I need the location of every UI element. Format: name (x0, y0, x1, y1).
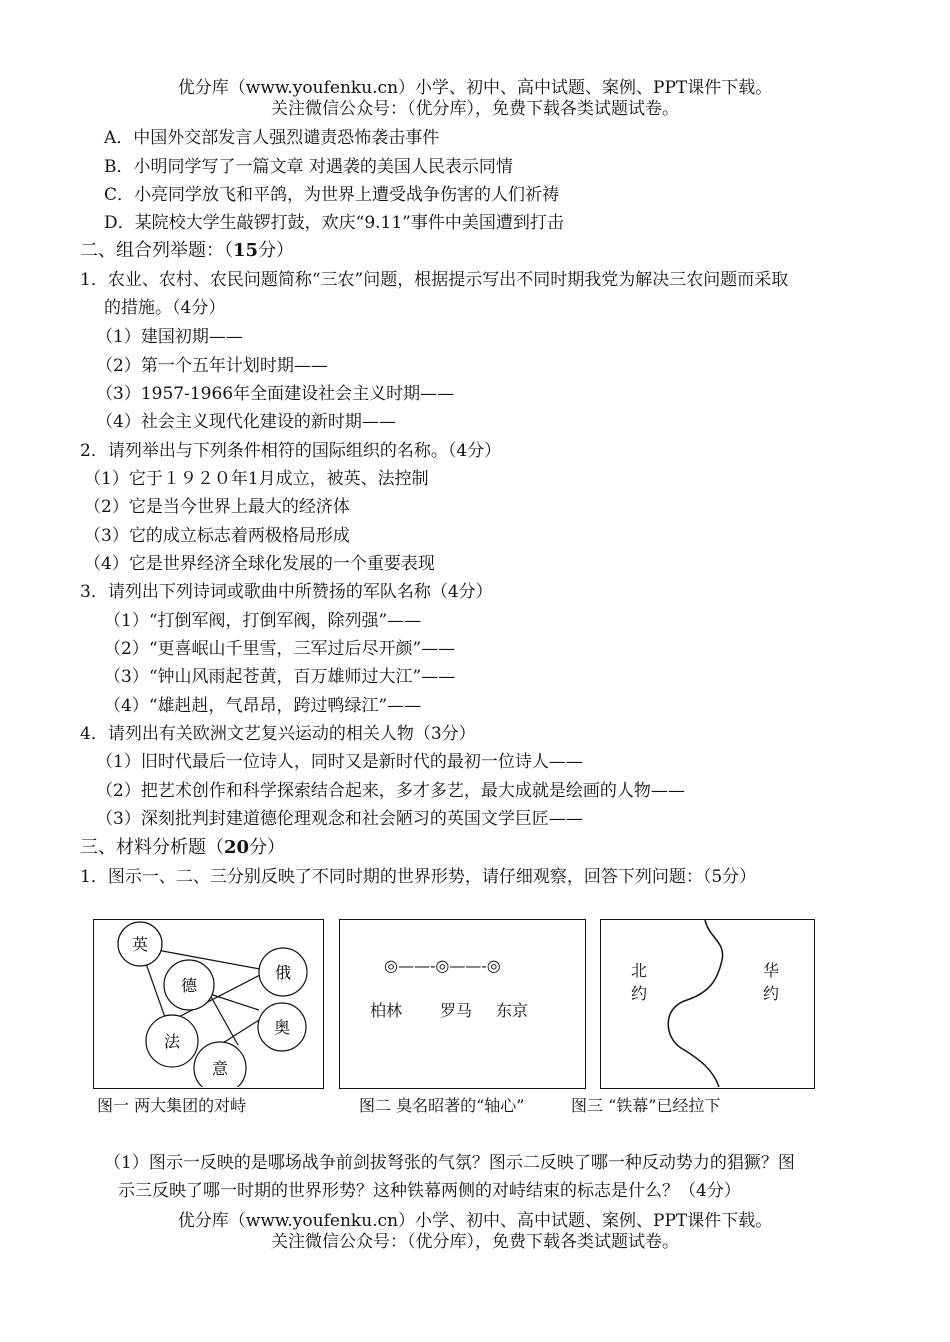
option-b: B．小明同学写了一篇文章 对遇袭的美国人民表示同情 (104, 157, 513, 177)
node-italy-label: 意 (211, 1059, 229, 1078)
q2-item-4: （4）它是世界经济全球化发展的一个重要表现 (84, 554, 435, 574)
q1-item-1: （1）建国初期—— (96, 327, 243, 347)
city-rome: 罗马 (440, 1001, 473, 1020)
city-berlin: 柏林 (370, 1001, 403, 1020)
section-3-q1-stem: 1．图示一、二、三分别反映了不同时期的世界形势，请仔细观察，回答下列问题：（5分） (80, 867, 757, 887)
line-germany-italy (210, 995, 238, 1045)
q2-item-3: （3）它的成立标志着两极格局形成 (84, 526, 350, 546)
figure-1-box (93, 919, 324, 1089)
q1-item-2: （2）第一个五年计划时期—— (96, 356, 328, 376)
q3-stem: 3．请列出下列诗词或歌曲中所赞扬的军队名称（4分） (80, 582, 493, 602)
sub-question-1-line-2: 示三反映了哪一时期的世界形势？这种铁幕两侧的对峙结束的标志是什么？（4分） (118, 1181, 741, 1201)
q4-item-2: （2）把艺术创作和科学探索结合起来，多才多艺，最大成就是绘画的人物—— (96, 781, 685, 801)
warsaw-label-1: 华 (763, 961, 780, 980)
node-france-label: 法 (163, 1032, 181, 1051)
header-line-2: 关注微信公众号：（优分库），免费下载各类试题试卷。 (271, 99, 679, 119)
section-3-title (80, 836, 285, 860)
option-d: D．某院校大学生敲锣打鼓，欢庆“9.11”事件中美国遭到打击 (104, 213, 564, 233)
q4-item-3: （3）深刻批判封建道德伦理观念和社会陋习的英国文学巨匠—— (96, 809, 583, 829)
section-2-score: 15 (233, 240, 259, 261)
q1-item-4: （4）社会主义现代化建设的新时期—— (96, 412, 396, 432)
q4-item-1: （1）旧时代最后一位诗人，同时又是新时代的最初一位诗人—— (96, 752, 583, 772)
section-3-title-suffix: 分） (249, 837, 286, 858)
nato-label-2: 约 (631, 984, 648, 1003)
section-2-title-prefix: 二、组合列举题：（ (80, 240, 233, 261)
city-tokyo: 东京 (496, 1001, 529, 1020)
figure-2-box (339, 919, 586, 1089)
footer-line-2: 关注微信公众号：（优分库），免费下载各类试题试卷。 (271, 1232, 679, 1252)
section-3-title-prefix: 三、材料分析题（ (80, 837, 224, 858)
q3-item-1: （1）“打倒军阀，打倒军阀，除列强”—— (104, 611, 422, 631)
q2-item-1: （1）它于１９２０年1月成立，被英、法控制 (84, 469, 429, 489)
nato-label-1: 北 (631, 961, 648, 980)
q3-item-4: （4）“雄赳赳，气昂昂，跨过鸭绿江”—— (104, 696, 422, 716)
figure-3-box (600, 919, 815, 1089)
header-line-1: 优分库（www.youfenku.cn）小学、初中、高中试题、案例、PPT课件下载。 (177, 78, 773, 98)
section-2-title-suffix: 分） (258, 240, 295, 261)
node-uk-label: 英 (131, 935, 149, 954)
node-austria-label: 奥 (273, 1018, 291, 1037)
figure-3-caption: 图三 “铁幕”已经拉下 (571, 1096, 721, 1115)
q4-stem: 4．请列出有关欧洲文艺复兴运动的相关人物（3分） (80, 724, 476, 744)
option-a: A．中国外交部发言人强烈谴责恐怖袭击事件 (104, 128, 440, 148)
q3-item-2: （2）“更喜岷山千里雪，三军过后尽开颜”—— (104, 639, 456, 659)
option-c: C．小亮同学放飞和平鸽，为世界上遭受战争伤害的人们祈祷 (104, 185, 560, 205)
line-uk-france (144, 958, 166, 1020)
q2-item-2: （2）它是当今世界上最大的经济体 (84, 497, 350, 517)
node-germany-label: 德 (180, 976, 198, 995)
node-russia-label: 俄 (274, 963, 292, 982)
section-3-score: 20 (224, 837, 250, 858)
section-2-title (80, 239, 294, 263)
q1-stem-line-1: 1．农业、农村、农民问题简称“三农”问题，根据提示写出不同时期我党为解决三农问题而采取 (80, 270, 789, 290)
footer-line-1: 优分库（www.youfenku.cn）小学、初中、高中试题、案例、PPT课件下载。 (177, 1211, 773, 1231)
q3-item-3: （3）“钟山风雨起苍黄，百万雄师过大江”—— (104, 667, 456, 687)
axis-chain: ◎——-◎——-◎ (384, 956, 501, 975)
figure-1-caption: 图一 两大集团的对峙 (97, 1096, 247, 1115)
q2-stem: 2．请列举出与下列条件相符的国际组织的名称。（4分） (80, 441, 502, 461)
figure-2-caption: 图二 臭名昭著的“轴心” (359, 1096, 525, 1115)
sub-question-1-line-1: （1）图示一反映的是哪场战争前剑拔弩张的气氛？图示二反映了哪一种反动势力的猖獗？图 (104, 1153, 795, 1173)
figure-1-diagram (94, 920, 322, 1087)
warsaw-label-2: 约 (763, 984, 780, 1003)
q1-stem-line-2: 的措施。（4分） (104, 298, 226, 318)
q1-item-3: （3）1957-1966年全面建设社会主义时期—— (96, 384, 455, 404)
